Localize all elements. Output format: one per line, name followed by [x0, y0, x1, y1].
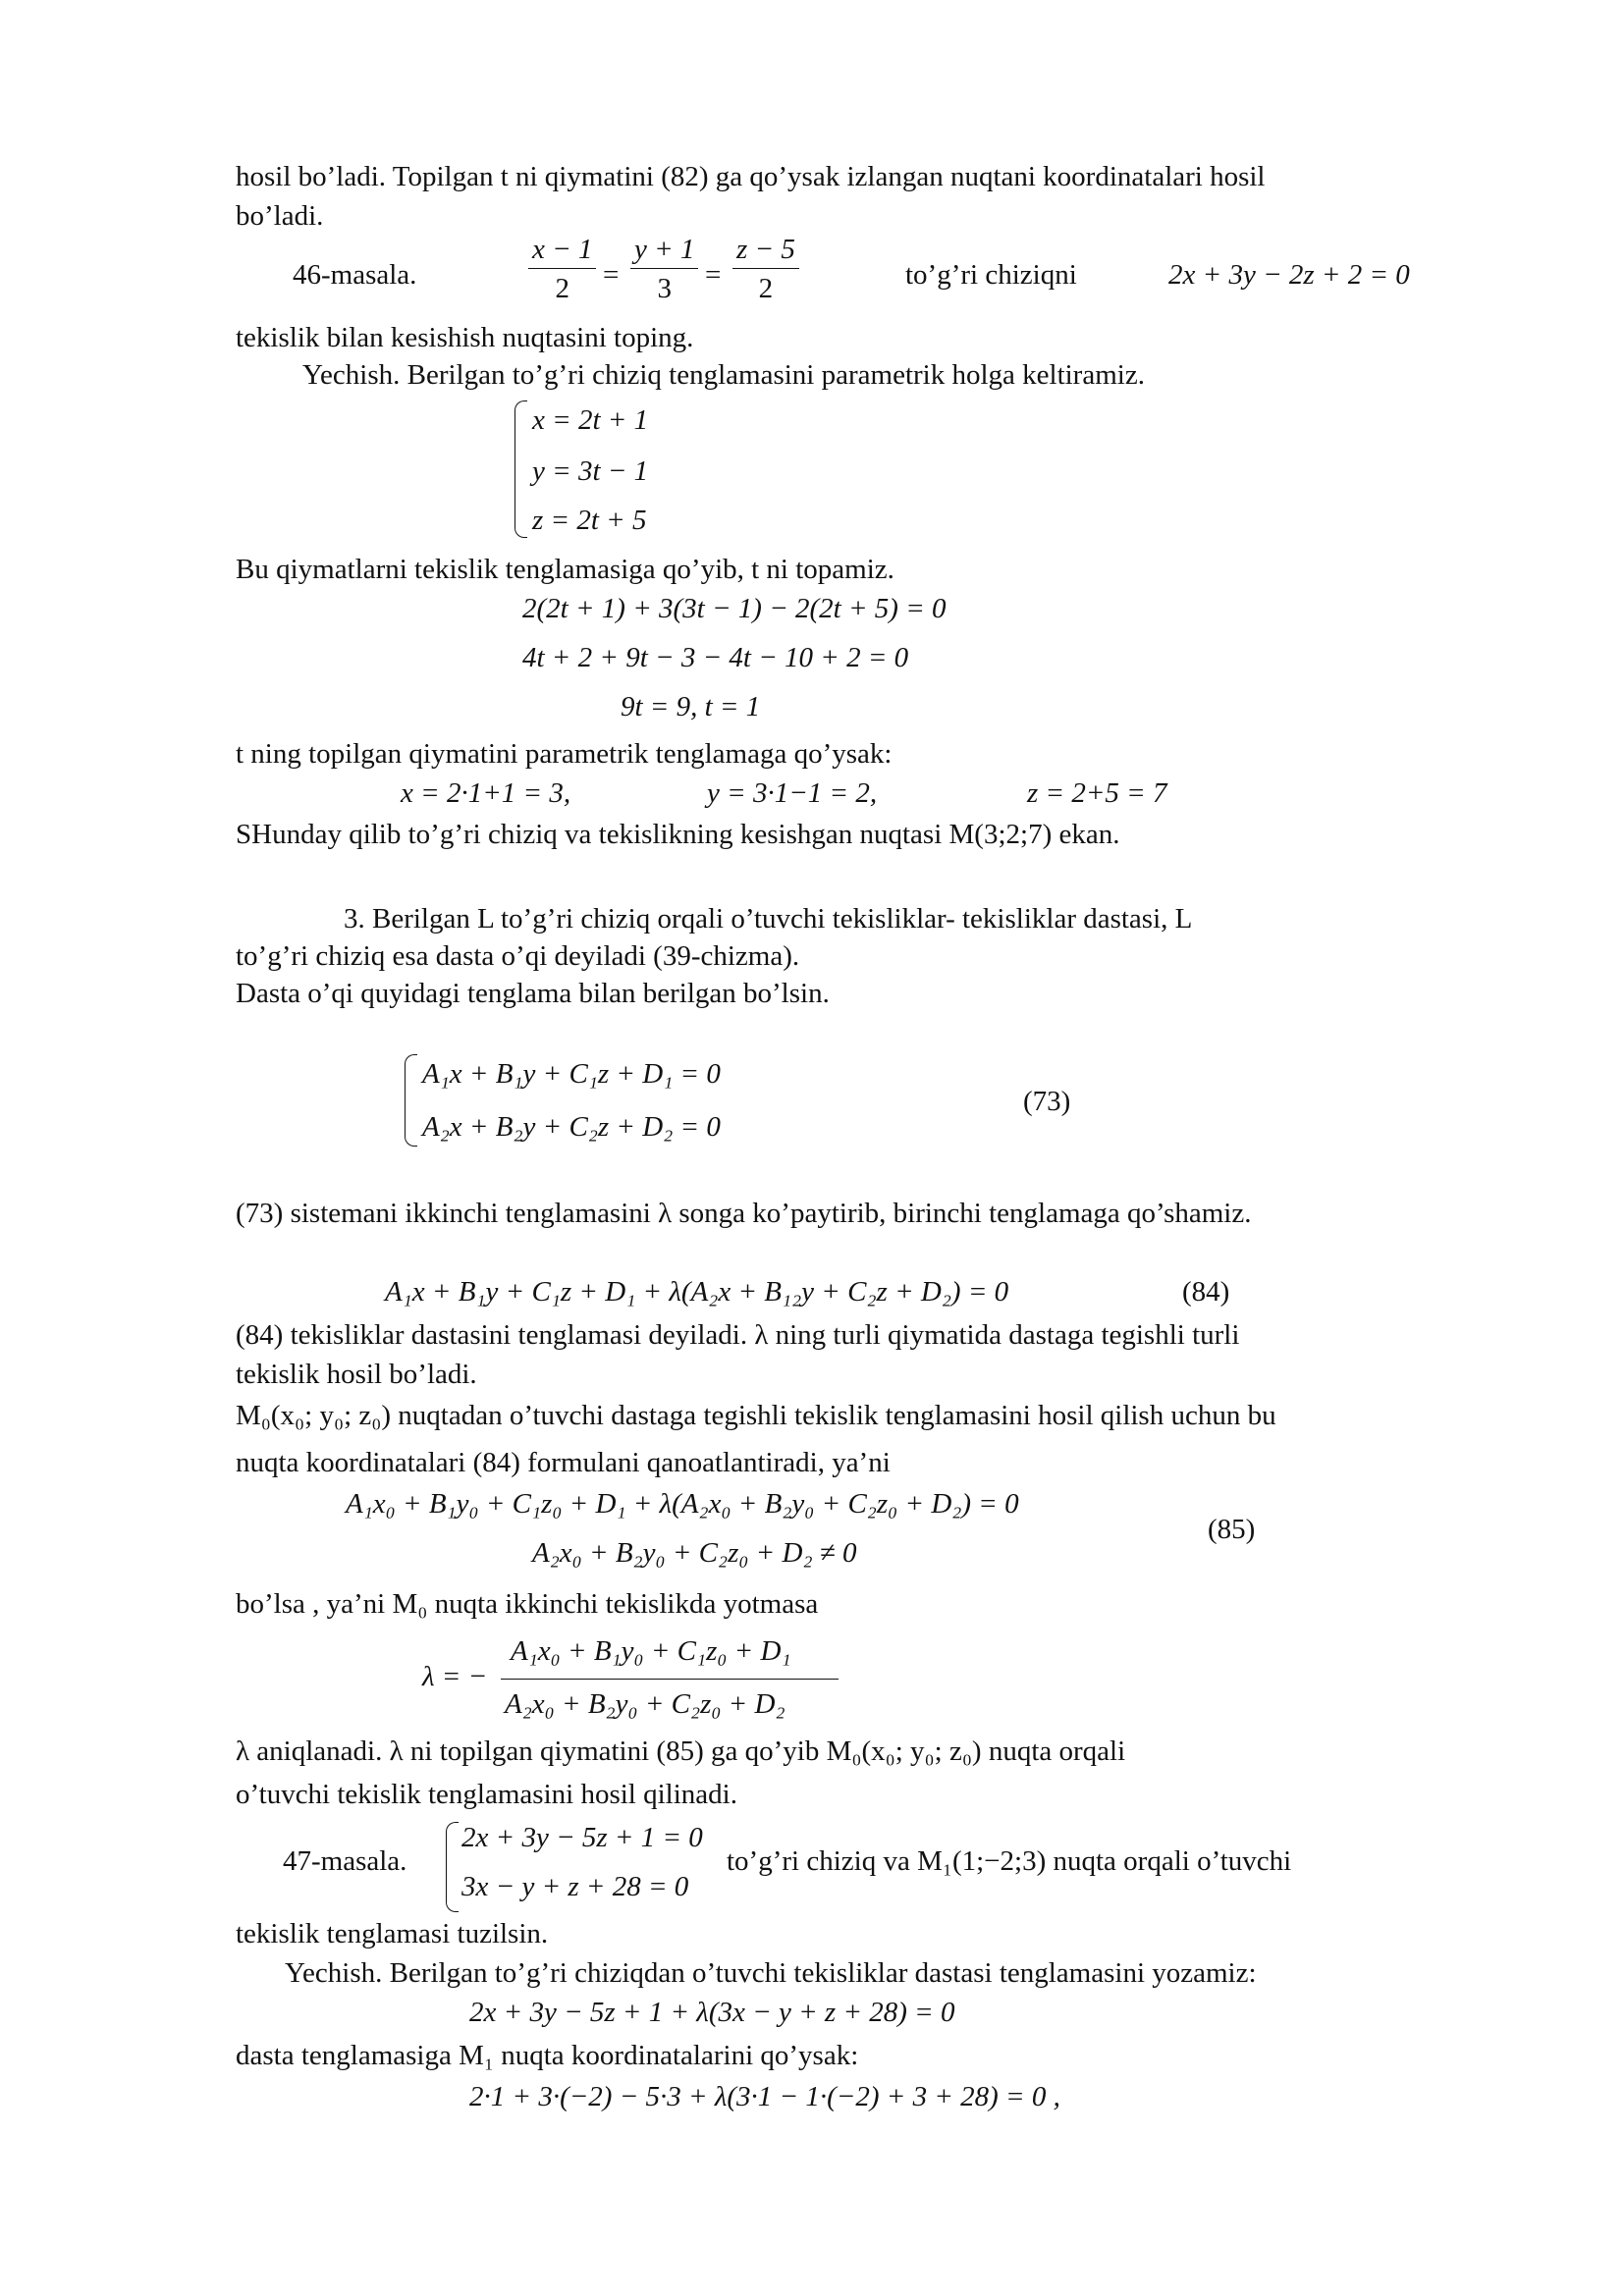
text-line: Yechish. Berilgan to’g’ri chiziq tenglamasini parametrik holga keltiramiz.: [302, 359, 1145, 391]
equals-sign: =: [603, 259, 620, 291]
system-brace: [514, 400, 527, 538]
result-y: y = 3·1−1 = 2,: [707, 777, 878, 809]
text-line: M₀(x₀; y₀; z₀) nuqtadan o’tuvchi dastaga tegishli tekislik tenglamasini hosil qilish uchun bu: [236, 1400, 1276, 1431]
fraction-1: [528, 236, 596, 303]
bundle-equation-84: A₁x + B₁y + C₁z + D₁ + λ(A₂x + B₁₂y + C₂z + D₂) = 0: [385, 1276, 1009, 1308]
frac1-num: x − 1: [528, 236, 596, 269]
text-line: λ aniqlanadi. λ ni topilgan qiymatini (85) ga qo’yib M₀(x₀; y₀; z₀) nuqta orqali: [236, 1735, 1126, 1767]
substitution-47: 2·1 + 3·(−2) − 5·3 + λ(3·1 − 1·(−2) + 3 + 28) = 0 ,: [469, 2081, 1060, 2112]
param-y: y = 3t − 1: [532, 455, 649, 487]
system-brace: [446, 1822, 459, 1912]
text-line: hosil bo’ladi. Topilgan t ni qiymatini (82) ga qo’ysak izlangan nuqtani koordinatalari hosil: [236, 161, 1266, 192]
param-z: z = 2t + 5: [532, 505, 647, 536]
problem-label: 46-masala.: [293, 259, 417, 291]
result-z: z = 2+5 = 7: [1027, 777, 1167, 809]
equation-85b: A₂x₀ + B₂y₀ + C₂z₀ + D₂ ≠ 0: [532, 1537, 857, 1569]
substitution-line: 4t + 2 + 9t − 3 − 4t − 10 + 2 = 0: [522, 642, 909, 673]
equation-tag: (84): [1182, 1276, 1230, 1308]
text-line: dasta tenglamasiga M₁ nuqta koordinatalarini qo’ysak:: [236, 2040, 859, 2071]
lambda-lhs: λ = −: [422, 1661, 488, 1692]
bundle-equation-47: 2x + 3y − 5z + 1 + λ(3x − y + z + 28) = 0: [469, 1997, 955, 2028]
text-fragment: to’g’ri chiziqni: [905, 259, 1077, 291]
equation-85a: A₁x₀ + B₁y₀ + C₁z₀ + D₁ + λ(A₂x₀ + B₂y₀ + C₂z₀ + D₂) = 0: [346, 1488, 1019, 1520]
plane-equation: 2x + 3y − 2z + 2 = 0: [1168, 259, 1410, 291]
text-line: t ning topilgan qiymatini parametrik tenglamaga qo’ysak:: [236, 738, 893, 770]
system-47-eq2: 3x − y + z + 28 = 0: [461, 1871, 689, 1902]
text-line: 3. Berilgan L to’g’ri chiziq orqali o’tuvchi tekisliklar- tekisliklar dastasi, L: [344, 903, 1193, 934]
lambda-numerator: A₁x₀ + B₁y₀ + C₁z₀ + D₁: [511, 1635, 791, 1667]
equation-tag: (85): [1208, 1514, 1256, 1545]
system-73-eq1: A₁x + B₁y + C₁z + D₁ = 0: [422, 1058, 721, 1090]
text-line: (73) sistemani ikkinchi tenglamasini λ songa ko’paytirib, birinchi tenglamaga qo’shamiz.: [236, 1198, 1252, 1229]
substitution-line: 9t = 9, t = 1: [621, 691, 761, 722]
system-73-eq2: A₂x + B₂y + C₂z + D₂ = 0: [422, 1111, 721, 1143]
text-line: bo’lsa , ya’ni M₀ nuqta ikkinchi tekislikda yotmasa: [236, 1588, 819, 1620]
text-line: to’g’ri chiziq esa dasta o’qi deyiladi (39-chizma).: [236, 940, 800, 972]
text-line: nuqta koordinatalari (84) formulani qanoatlantiradi, ya’ni: [236, 1447, 891, 1478]
fraction-2: [630, 236, 698, 303]
text-line: Yechish. Berilgan to’g’ri chiziqdan o’tuvchi tekisliklar dastasi tenglamasini yozamiz:: [285, 1957, 1257, 1989]
substitution-line: 2(2t + 1) + 3(3t − 1) − 2(2t + 5) = 0: [522, 593, 947, 624]
text-line: tekislik bilan kesishish nuqtasini toping.: [236, 322, 694, 353]
frac2-num: y + 1: [630, 236, 698, 269]
frac2-den: 3: [657, 273, 672, 304]
lambda-denominator: A₂x₀ + B₂y₀ + C₂z₀ + D₂: [505, 1688, 785, 1720]
fraction-3: [732, 236, 799, 303]
param-x: x = 2t + 1: [532, 404, 649, 436]
text-line: Bu qiymatlarni tekislik tenglamasiga qo’yib, t ni topamiz.: [236, 554, 894, 585]
frac3-num: z − 5: [732, 236, 799, 269]
frac3-den: 2: [758, 273, 774, 304]
text-line: SHunday qilib to’g’ri chiziq va tekislikning kesishgan nuqtasi M(3;2;7) ekan.: [236, 819, 1120, 850]
text-line: bo’ladi.: [236, 200, 324, 232]
text-line: o’tuvchi tekislik tenglamasini hosil qilinadi.: [236, 1779, 737, 1810]
problem-label: 47-masala.: [283, 1845, 407, 1877]
equals-sign: =: [705, 259, 722, 291]
fraction-bar: [501, 1679, 839, 1680]
system-47-eq1: 2x + 3y − 5z + 1 = 0: [461, 1822, 703, 1853]
text-line: Dasta o’qi quyidagi tenglama bilan berilgan bo’lsin.: [236, 978, 830, 1009]
result-x: x = 2·1+1 = 3,: [401, 777, 571, 809]
text-fragment: to’g’ri chiziq va M₁(1;−2;3) nuqta orqali o’tuvchi: [727, 1845, 1292, 1877]
system-brace: [405, 1054, 417, 1147]
equation-tag: (73): [1023, 1086, 1071, 1117]
text-line: tekislik hosil bo’ladi.: [236, 1359, 477, 1390]
text-line: (84) tekisliklar dastasini tenglamasi deyiladi. λ ning turli qiymatida dastaga tegishli turli: [236, 1319, 1240, 1351]
frac1-den: 2: [555, 273, 569, 304]
text-line: tekislik tenglamasi tuzilsin.: [236, 1918, 549, 1949]
